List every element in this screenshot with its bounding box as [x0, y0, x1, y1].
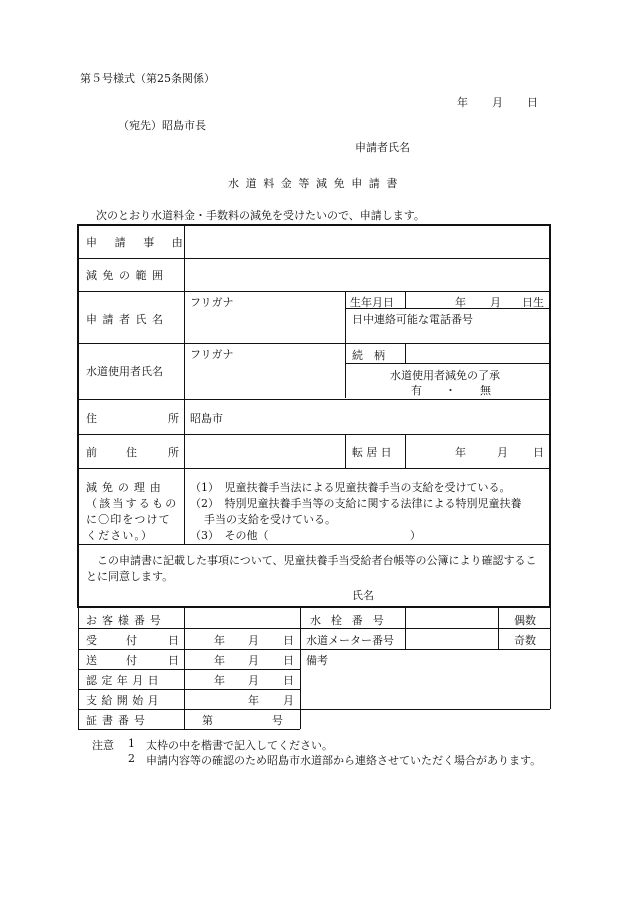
start-year: 年	[248, 694, 259, 707]
cert-suffix: 号	[272, 714, 283, 727]
received-month: 月	[248, 634, 259, 647]
applicant-name-label: 申請者氏名	[355, 141, 410, 154]
form-number: 第５号様式（第25条関係）	[80, 72, 215, 85]
start-month: 月	[283, 694, 294, 707]
received-label-1: 受	[86, 634, 97, 647]
signature-name-label: 氏名	[352, 589, 374, 602]
received-label-2: 付	[126, 634, 137, 647]
reason-label: 申請事由	[86, 236, 201, 249]
addressee: （宛先）昭島市長	[118, 119, 206, 132]
meter-no-label: 水道メーター番号	[306, 634, 394, 647]
cert-prefix: 第	[202, 714, 213, 727]
date-month-label: 月	[492, 96, 503, 109]
sent-label-1: 送	[86, 654, 97, 667]
note-2-number: 2	[128, 752, 135, 765]
note-1-number: 1	[128, 737, 135, 750]
sent-day: 日	[283, 654, 294, 667]
prev-address-label-2: 住	[126, 446, 137, 459]
intro-text: 次のとおり水道料金・手数料の減免を受けたいので、申請します。	[96, 209, 425, 222]
user-label: 水道使用者氏名	[86, 365, 163, 378]
sent-label-3: 日	[168, 654, 179, 667]
reason-item-2-cont: 手当の支給を受けている。	[204, 513, 336, 526]
exemption-reason-label-2: （該当するもの	[86, 497, 179, 510]
birth-year: 年	[455, 296, 466, 309]
even-label: 偶数	[514, 614, 536, 627]
reason-item-3: （3） その他（	[190, 529, 269, 542]
received-year: 年	[214, 634, 225, 647]
address-label-1: 住	[86, 412, 97, 425]
move-date-label: 転居日	[352, 446, 395, 459]
scope-label: 減免の範囲	[86, 269, 169, 282]
consent-no: 無	[480, 384, 491, 397]
date-year-label: 年	[457, 96, 468, 109]
consent-yes: 有	[411, 384, 422, 397]
approval-label: 認定年月日	[86, 674, 163, 687]
prev-address-label-3: 所	[168, 446, 179, 459]
start-month-label: 支給開始月	[86, 694, 163, 707]
cert-no-label: 証書番号	[86, 714, 150, 727]
approval-month: 月	[248, 674, 259, 687]
customer-no-label: お客様番号	[86, 614, 166, 627]
note-1: 太枠の中を楷書で記入してください。	[146, 739, 333, 752]
form-title: 水道料金等減免申請書	[228, 177, 404, 190]
received-label-3: 日	[168, 634, 179, 647]
address-label-2: 所	[168, 412, 179, 425]
exemption-reason-label-3: に〇印をつけて	[86, 513, 171, 526]
received-day: 日	[283, 634, 294, 647]
reason-item-3-close: ）	[410, 529, 421, 542]
date-day-label: 日	[527, 96, 538, 109]
user-consent-label: 水道使用者減免の了承	[390, 369, 500, 382]
exemption-reason-label-4: ください。）	[86, 529, 154, 542]
user-furigana: フリガナ	[190, 348, 234, 361]
address-value: 昭島市	[190, 412, 223, 425]
odd-label: 奇数	[514, 634, 536, 647]
approval-day: 日	[283, 674, 294, 687]
move-month: 月	[497, 446, 508, 459]
applicant-furigana: フリガナ	[190, 296, 234, 309]
daytime-phone-label: 日中連絡可能な電話番号	[352, 313, 473, 326]
remarks-label: 備考	[306, 654, 328, 667]
birth-suffix: 日生	[522, 296, 544, 309]
sent-label-2: 付	[126, 654, 137, 667]
note-2: 申請内容等の確認のため昭島市水道部から連絡させていただく場合があります。	[146, 754, 542, 767]
move-year: 年	[455, 446, 466, 459]
consent-statement: この申請書に記載した事項について、児童扶養手当受給者台帳等の公簿により確認することに同意します。	[86, 554, 537, 583]
notes-label: 注意	[92, 739, 114, 752]
exemption-reason-label-1: 減免の理由	[86, 481, 166, 494]
reason-item-1: （1） 児童扶養手当法による児童扶養手当の支給を受けている。	[190, 481, 511, 494]
hydrant-no-label: 水栓番号	[310, 614, 394, 627]
reason-item-2: （2） 特別児童扶養手当等の支給に関する法律による特別児童扶養	[190, 497, 522, 510]
birth-month: 月	[490, 296, 501, 309]
birth-label: 生年月日	[350, 296, 394, 309]
sent-year: 年	[214, 654, 225, 667]
relation-label: 続 柄	[352, 349, 385, 362]
sent-month: 月	[248, 654, 259, 667]
applicant-label: 申請者氏名	[86, 313, 169, 326]
move-day: 日	[533, 446, 544, 459]
prev-address-label-1: 前	[86, 446, 97, 459]
consent-dot: ・	[445, 384, 456, 397]
approval-year: 年	[214, 674, 225, 687]
